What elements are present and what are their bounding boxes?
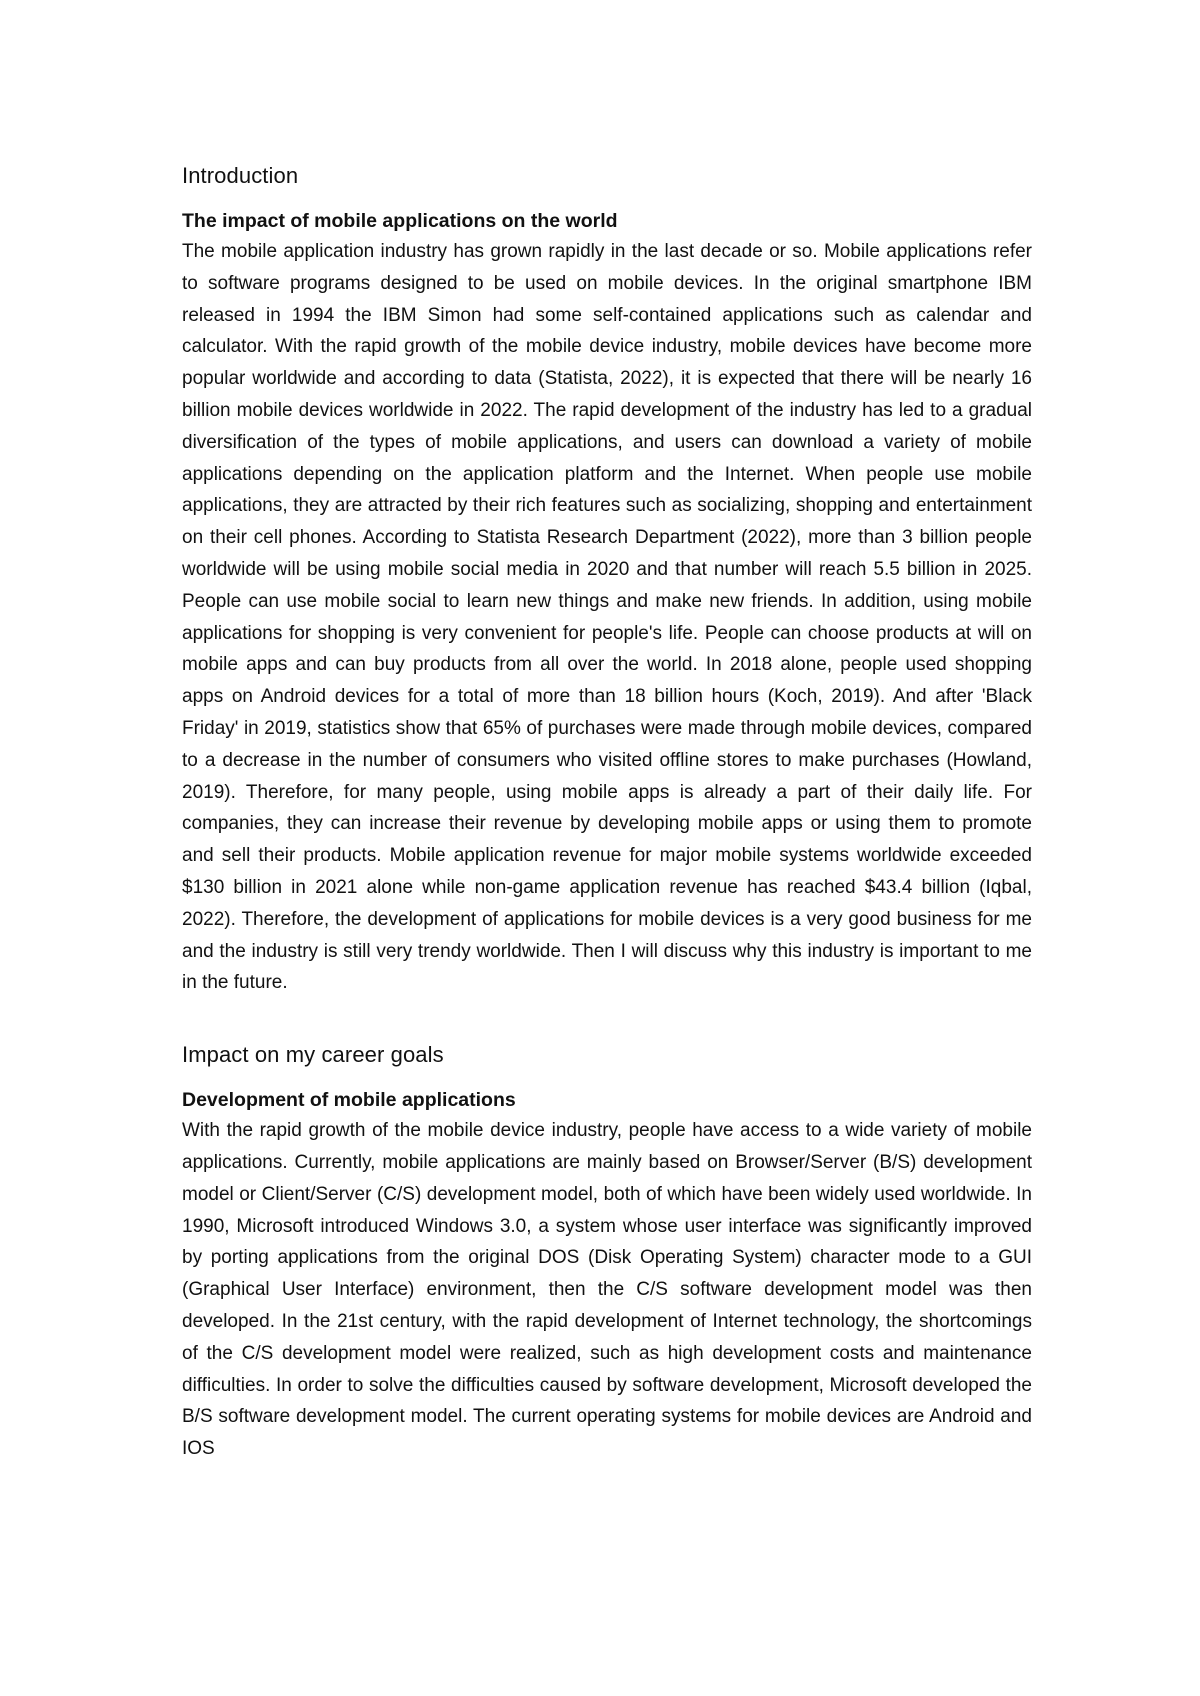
section-spacer <box>182 999 1032 1039</box>
paragraph-development: With the rapid growth of the mobile device industry, people have access to a wide variety of mobile applications. Currently, mobile applications are mainly based on Browser/Server (B/S) development model or Client/Server (C/S) development model, both of which have been widely used worldwide. In 1990, Microsoft introduced Windows 3.0, a system whose user interface was significantly improved by porting applications from the original DOS (Disk Operating System) character mode to a GUI (Graphical User Interface) environment, then the C/S software development model was then developed. In the 21st century, with the rapid development of Internet technology, the shortcomings of the C/S development model were realized, such as high development costs and maintenance difficulties. In order to solve the difficulties caused by software development, Microsoft developed the B/S software development model. The current operating systems for mobile devices are Android and IOS <box>182 1120 1032 1460</box>
subheading-development-of-mobile-apps: Development of mobile applications <box>182 1089 516 1112</box>
paragraph-introduction: The mobile application industry has grown rapidly in the last decade or so. Mobile applications refer to software programs designed to be used on mobile devices. In the original smartphone IBM released in 1994 the IBM Simon had some self-contained applications such as calendar and calculator. With the rapid growth of the mobile device industry, mobile devices have become more popular worldwide and according to data (Statista, 2022), it is expected that there will be nearly 16 billion mobile devices worldwide in 2022. The rapid development of the industry has led to a gradual diversification of the types of mobile applications, and users can download a variety of mobile applications depending on the application platform and the Internet. When people use mobile applications, they are attracted by their rich features such as socializing, shopping and entertainment on their cell phones. According to Statista Research Department (2022), more than 3 billion people worldwide will be using mobile social media in 2020 and that number will reach 5.5 billion in 2025. People can use mobile social to learn new things and make new friends. In addition, using mobile applications for shopping is very convenient for people's life. People can choose products at will on mobile apps and can buy products from all over the world. In 2018 alone, people used shopping apps on Android devices for a total of more than 18 billion hours (Koch, 2019). And after 'Black Friday' in 2019, statistics show that 65% of purchases were made through mobile devices, compared to a decrease in the number of consumers who visited offline stores to make purchases (Howland, 2019). Therefore, for many people, using mobile apps is already a part of their daily life. For companies, they can increase their revenue by developing mobile apps or using them to promote and sell their products. Mobile application revenue for major mobile systems worldwide exceeded $130 billion in 2021 alone while non-game application revenue has reached $43.4 billion (Iqbal, 2022). Therefore, the development of applications for mobile devices is a very good business for me and the industry is still very trendy worldwide. Then I will discuss why this industry is important to me in the future. <box>182 241 1032 994</box>
section-heading-career-goals: Impact on my career goals <box>182 1042 444 1068</box>
section-heading-introduction: Introduction <box>182 163 299 188</box>
document-body <box>182 160 1032 1465</box>
subheading-impact-of-mobile-apps: The impact of mobile applications on the world <box>182 210 618 232</box>
